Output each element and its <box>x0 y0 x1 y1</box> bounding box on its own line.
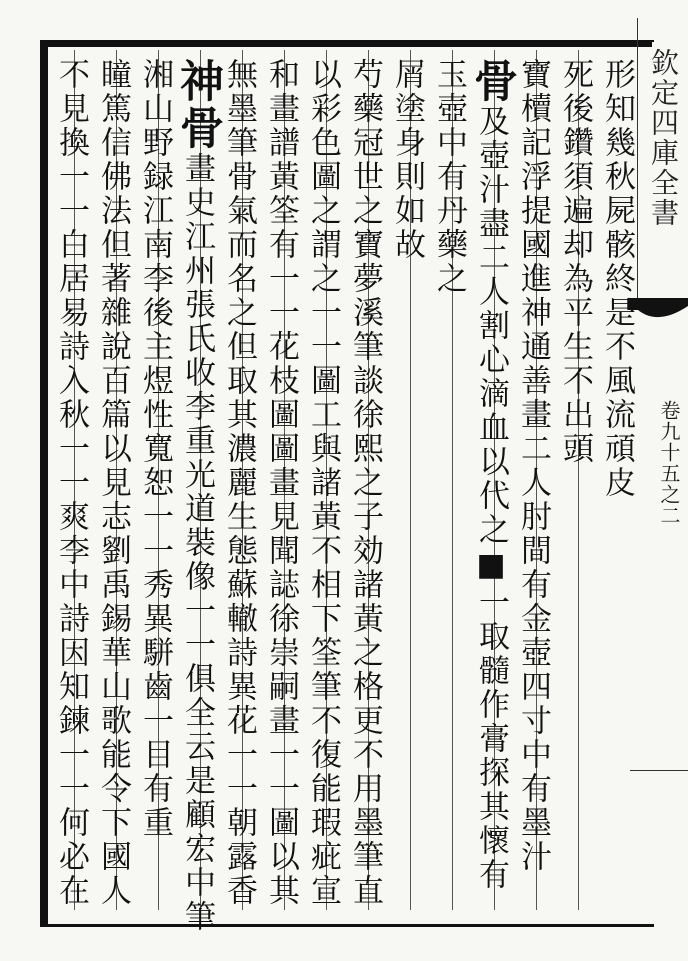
column-text: 芍藥冠世之寶夢溪筆談徐熙之子効諸黃之格更不用墨筆直 <box>347 58 383 908</box>
column-text: 以彩色圖之謂之一一圖工與諸黃不相下筌筆不復能瑕疵宣 <box>305 58 341 908</box>
column-text: 屑塗身則如故 <box>389 58 425 262</box>
text-block <box>52 50 638 934</box>
column-text: 不見換一一白居易詩入秋一一爽李中詩因知鍊一一何必在 <box>53 58 89 908</box>
column-text: 寶櫝記浮提國進神通善畫二人肘間有金壺四寸中有墨汁 <box>515 58 551 874</box>
column-text: 形知幾秋屍骸終是不風流頑皮 <box>599 58 635 500</box>
fold-label: 卷九十五之二 <box>657 400 681 526</box>
text-column <box>46 58 96 908</box>
column-text: 無墨筆骨氣而名之但取其濃麗生態蘇轍詩異花一一朝露香 <box>221 58 257 908</box>
margin-title: 欽定四庫全書 <box>647 48 680 228</box>
column-text: 湘山野録江南李後主煜性寬恕一一秀異駢齒一目有重 <box>137 58 173 840</box>
column-text: 死後鑽須遍却為平生不出頭 <box>557 58 593 466</box>
margin-column <box>637 18 688 298</box>
fold-divider <box>630 770 688 771</box>
entry-heading: 骨 <box>466 58 517 105</box>
entry-heading: 神骨 <box>172 58 223 152</box>
column-text: 及壺汁盡二人割心滴血以代之■一取髓作膏探其懷有 <box>473 105 509 892</box>
frame-top-border <box>40 40 652 47</box>
column-text: 和畫譜黃筌有一一花枝圖圖畫見聞誌徐崇嗣畫一一圖以其 <box>263 58 299 908</box>
column-text: 瞳篤信佛法但著雜說百篇以見志劉禹錫華山歌能令下國人 <box>95 58 131 908</box>
column-text: 玉壺中有丹藥之 <box>431 58 467 296</box>
column-text: 畫史江州張氏收李重光道裝像一一俱全云是顧宏中筆 <box>179 152 215 934</box>
